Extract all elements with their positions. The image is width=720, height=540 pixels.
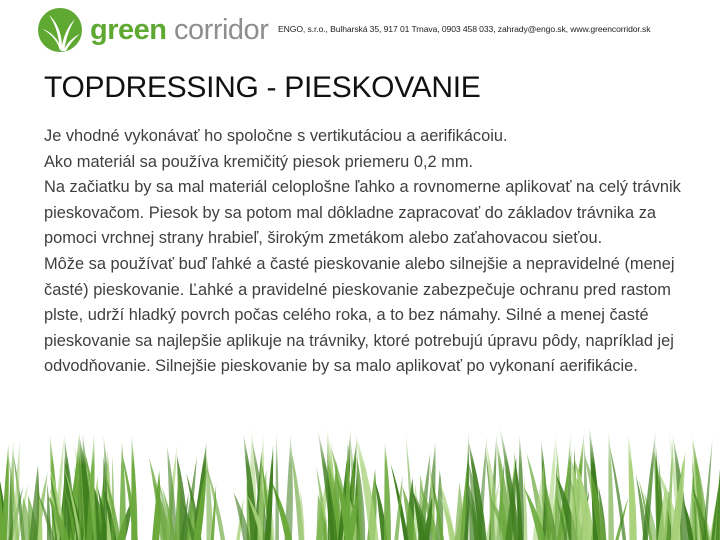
- logo-wordmark: [90, 13, 269, 46]
- logo-word-corridor: corridor: [174, 13, 269, 46]
- grass-border-decoration: [0, 425, 720, 540]
- grass-leaf-logo-icon: [36, 7, 86, 53]
- logo-word-green: green: [90, 13, 167, 46]
- company-logo: [36, 7, 268, 53]
- paragraph-2: Ako materiál sa používa kremičitý piesok priemeru 0,2 mm.: [44, 152, 474, 171]
- slide-body: [44, 124, 694, 380]
- slide-title: TOPDRESSING - PIESKOVANIE: [44, 71, 481, 104]
- contact-info: ENGO, s.r.o., Bulharská 35, 917 01 Trnava, 0903 458 033, zahrady@engo.sk, www.greencorridor.sk: [278, 24, 651, 34]
- paragraph-1: Je vhodné vykonávať ho spoločne s vertikutáciou a aerifikácoiu.: [44, 127, 508, 145]
- paragraph-4: Môže sa používať buď ľahké a časté pieskovanie alebo silnejšie a nepravidelné (menej časté) pieskovanie. Ľahké a pravidelné pieskovanie zabezpečuje ochranu pred rastom plste, udrží hladký povrch počas celého roka, a to bez námahy. Silné a menej časté pieskovanie sa najlepšie aplikuje na trávniky, ktoré potrebujú úpravu pôdy, napríklad jej odvodňovanie. Silnejšie pieskovanie by sa malo aplikovať po vykonaní aerifikácie.: [44, 254, 675, 376]
- paragraph-3: Na začiatku by sa mal materiál celoplošne ľahko a rovnomerne aplikovať na celý trávnik pieskovačom. Piesok by sa potom mal dôkladne zapracovať do základov trávnika za pomoci vrchnej strany hrabieľ, širokým zmetákom alebo zaťahovacou sieťou.: [44, 178, 681, 248]
